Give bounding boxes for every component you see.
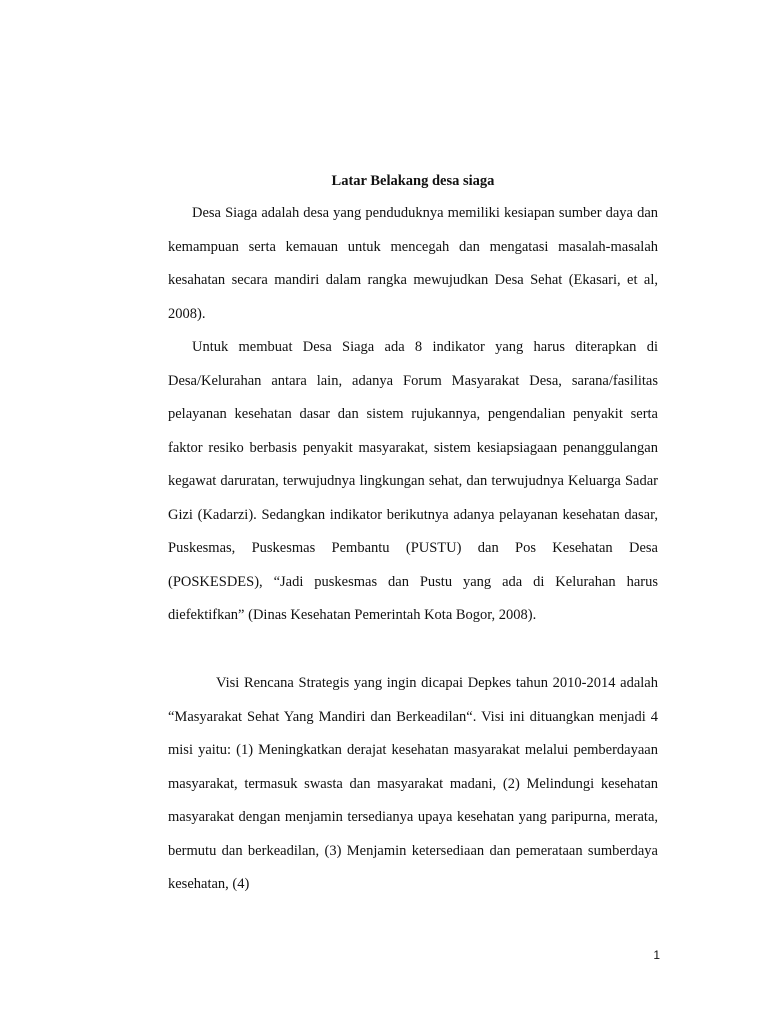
document-title: Latar Belakang desa siaga [331, 173, 495, 189]
paragraph-desa-siaga-definition: Desa Siaga adalah desa yang penduduknya memiliki kesiapan sumber daya dan kemampuan serta kemauan untuk mencegah dan mengatasi masalah-masalah kesahatan secara mandiri dalam rangka mewujudkan Desa Sehat (Ekasari, et al, 2008). [168, 205, 658, 322]
paragraph-desa-siaga-indicators: Untuk membuat Desa Siaga ada 8 indikator yang harus diterapkan di Desa/Kelurahan antara lain, adanya Forum Masyarakat Desa, sarana/fasilitas pelayanan kesehatan dasar dan sistem rujukannya, pengendalian penyakit serta faktor resiko berbasis penyakit masyarakat, sistem kesiapsiagaan penanggulangan kegawat daruratan, terwujudnya lingkungan sehat, dan terwujudnya Keluarga Sadar Gizi (Kadarzi). Sedangkan indikator berikutnya adanya pelayanan kesehatan dasar, Puskesmas, Puskesmas Pembantu (PUSTU) dan Pos Kesehatan Desa (POSKESDES), “Jadi puskesmas dan Pustu yang ada di Kelurahan harus diefektifkan” (Dinas Kesehatan Pemerintah Kota Bogor, 2008). [168, 339, 658, 623]
paragraph-depkes-vision: Visi Rencana Strategis yang ingin dicapai Depkes tahun 2010-2014 adalah “Masyarakat Sehat Yang Mandiri dan Berkeadilan“. Visi ini dituangkan menjadi 4 misi yaitu: (1) Meningkatkan derajat kesehatan masyarakat melalui pemberdayaan masyarakat, termasuk swasta dan masyarakat madani, (2) Melindungi kesehatan masyarakat dengan menjamin tersedianya upaya kesehatan yang paripurna, merata, bermutu dan berkeadilan, (3) Menjamin ketersediaan dan pemerataan sumberdaya kesehatan, (4) [168, 675, 658, 892]
page-number: 1 [653, 948, 660, 962]
